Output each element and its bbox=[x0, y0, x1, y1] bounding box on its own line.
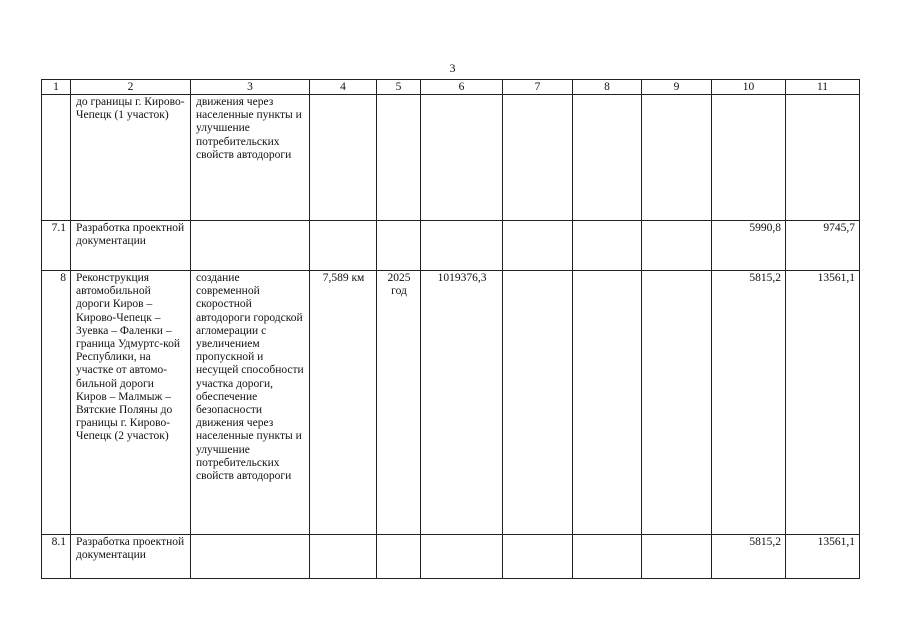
col9-cell bbox=[642, 271, 712, 535]
object-name: до границы г. Кирово-Чепецк (1 участок) bbox=[71, 95, 191, 221]
completion-year: 2025 год bbox=[377, 271, 421, 535]
col8-cell bbox=[573, 535, 642, 579]
completion-year bbox=[377, 221, 421, 271]
object-length: 7,589 км bbox=[310, 271, 377, 535]
object-cost: 1019376,3 bbox=[421, 271, 503, 535]
object-purpose bbox=[191, 535, 310, 579]
row-number: 8.1 bbox=[42, 535, 71, 579]
column-header: 6 bbox=[421, 80, 503, 95]
table-row bbox=[42, 271, 860, 535]
column-header: 9 bbox=[642, 80, 712, 95]
object-cost bbox=[421, 535, 503, 579]
col7-cell bbox=[503, 535, 573, 579]
column-header: 11 bbox=[786, 80, 860, 95]
object-name: Разработка проектной документации bbox=[71, 535, 191, 579]
completion-year bbox=[377, 95, 421, 221]
column-header: 4 bbox=[310, 80, 377, 95]
investment-table bbox=[41, 79, 860, 579]
col10-value: 5815,2 bbox=[712, 535, 786, 579]
object-length bbox=[310, 535, 377, 579]
object-name: Реконструкция автомобильной дороги Киров – Кирово-Чепецк – Зуевка – Фаленки – граница Удмуртс-кой Республики, на участке от автомо-бильной дороги Киров – Малмыж – Вятские Поляны до границы г. Кирово-Чепецк (2 участок) bbox=[71, 271, 191, 535]
col8-cell bbox=[573, 95, 642, 221]
column-header: 7 bbox=[503, 80, 573, 95]
page-number: 3 bbox=[449, 61, 456, 75]
col9-cell bbox=[642, 221, 712, 271]
row-number: 7.1 bbox=[42, 221, 71, 271]
col7-cell bbox=[503, 95, 573, 221]
column-header: 5 bbox=[377, 80, 421, 95]
col10-value: 5815,2 bbox=[712, 271, 786, 535]
col11-value: 13561,1 bbox=[786, 535, 860, 579]
column-header: 2 bbox=[71, 80, 191, 95]
col10-value bbox=[712, 95, 786, 221]
row-number: 8 bbox=[42, 271, 71, 535]
col8-cell bbox=[573, 271, 642, 535]
col11-value bbox=[786, 95, 860, 221]
completion-year bbox=[377, 535, 421, 579]
col8-cell bbox=[573, 221, 642, 271]
column-header: 8 bbox=[573, 80, 642, 95]
table-row bbox=[42, 535, 860, 579]
column-number-row bbox=[42, 80, 860, 95]
object-name: Разработка проектной документации bbox=[71, 221, 191, 271]
object-length bbox=[310, 95, 377, 221]
col11-value: 9745,7 bbox=[786, 221, 860, 271]
col7-cell bbox=[503, 221, 573, 271]
object-purpose: движения через населенные пункты и улучшение потребительских свойств автодороги bbox=[191, 95, 310, 221]
col9-cell bbox=[642, 535, 712, 579]
column-header: 10 bbox=[712, 80, 786, 95]
object-purpose bbox=[191, 221, 310, 271]
col10-value: 5990,8 bbox=[712, 221, 786, 271]
table-row bbox=[42, 95, 860, 221]
object-cost bbox=[421, 221, 503, 271]
object-length bbox=[310, 221, 377, 271]
object-cost bbox=[421, 95, 503, 221]
object-purpose: создание современной скоростной автодороги городской агломерации с увеличением пропускной и несущей способности участка дороги, обеспечение безопасности движения через населенные пункты и улучшение потребительских свойств автодороги bbox=[191, 271, 310, 535]
col9-cell bbox=[642, 95, 712, 221]
column-header: 3 bbox=[191, 80, 310, 95]
col11-value: 13561,1 bbox=[786, 271, 860, 535]
col7-cell bbox=[503, 271, 573, 535]
row-number bbox=[42, 95, 71, 221]
column-header: 1 bbox=[42, 80, 71, 95]
table-row bbox=[42, 221, 860, 271]
